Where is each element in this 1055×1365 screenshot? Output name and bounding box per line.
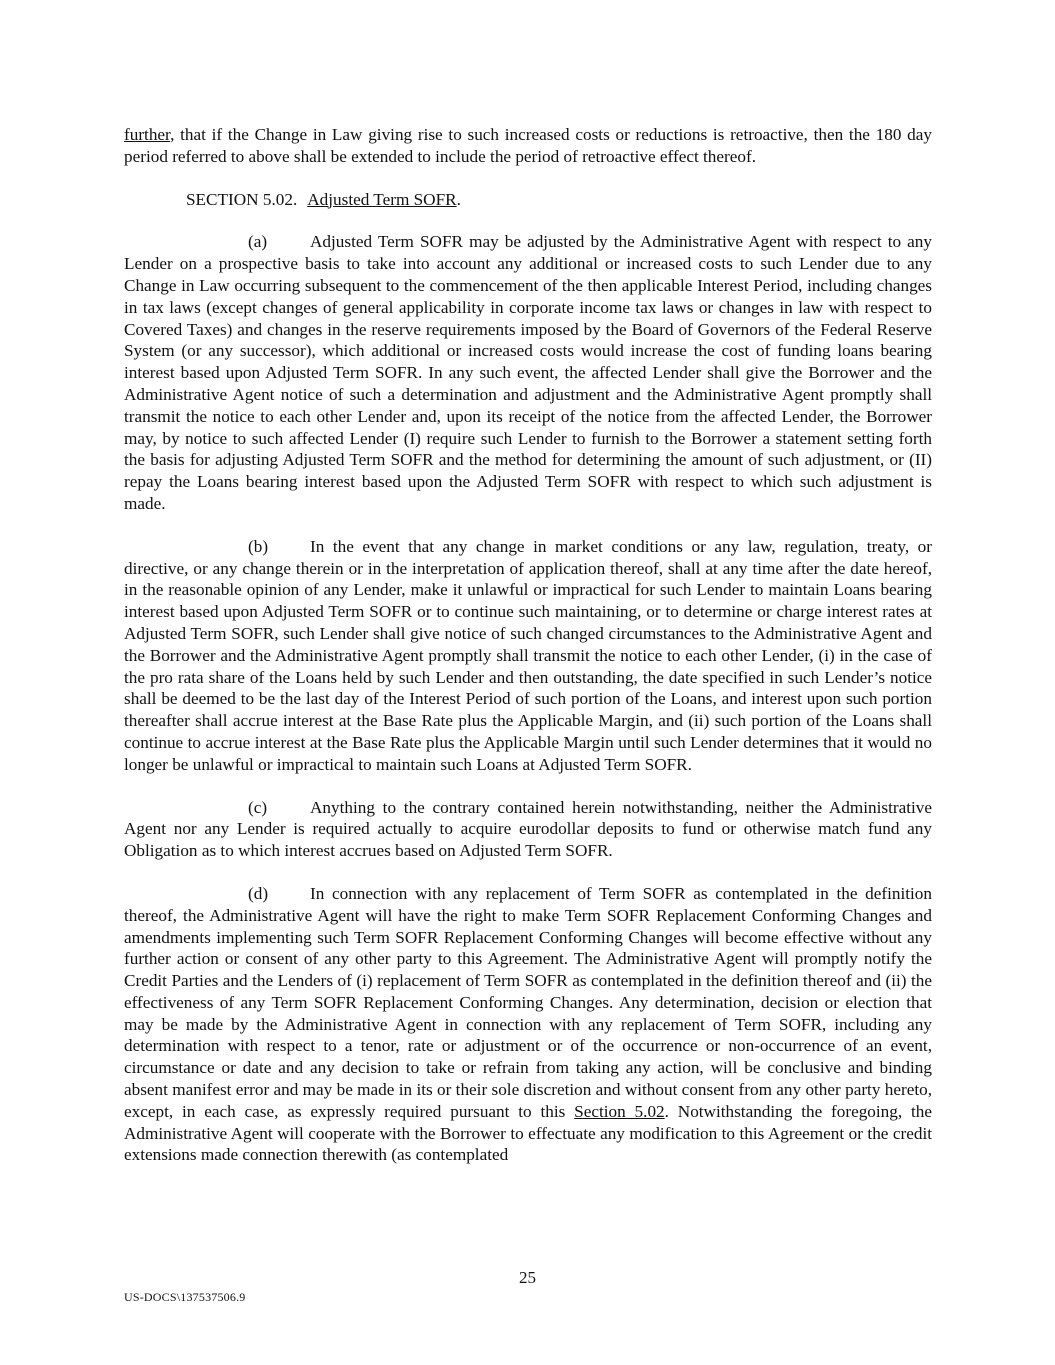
document-id: US-DOCS\137537506.9 [124, 1290, 246, 1304]
document-page [124, 124, 932, 1187]
paragraph-b-text: In the event that any change in market conditions or any law, regulation, treaty, or directive, or any change therein or in the interpretation of application thereof, shall at any time after the date hereof, in the reasonable opinion of any Lender, make it unlawful or impractical for such Lender to maintain Loans bearing interest based upon Adjusted Term SOFR or to continue such maintaining, or to determine or charge interest rates at Adjusted Term SOFR, such Lender shall give notice of such changed circumstances to the Administrative Agent and the Borrower and the Administrative Agent promptly shall transmit the notice to each other Lender, (i) in the case of the pro rata share of the Loans held by such Lender and then outstanding, the date specified in such Lender’s notice shall be deemed to be the last day of the Interest Period of such portion of the Loans, and interest upon such portion thereafter shall accrue interest at the Base Rate plus the Applicable Margin, and (ii) such portion of the Loans shall continue to accrue interest at the Base Rate plus the Applicable Margin until such Lender determines that it would no longer be unlawful or impractical to maintain such Loans at Adjusted Term SOFR. [124, 536, 932, 774]
paragraph-d-text-after: . Notwithstanding the foregoing, the Administrative Agent will cooperate with the Borrower to effectuate any modification to this Agreement or the credit extensions made connection therewith (as contemplated [124, 1101, 932, 1165]
section-5-02-reference: Section 5.02 [574, 1101, 665, 1121]
paragraph-c-text: Anything to the contrary contained herein notwithstanding, neither the Administrative Agent nor any Lender is required actually to acquire eurodollar deposits to fund or otherwise match fund any Obligation as to which interest accrues based on Adjusted Term SOFR. [124, 797, 932, 861]
section-title: Adjusted Term SOFR [307, 189, 457, 209]
paragraph-c [124, 797, 932, 862]
paragraph-b-label: (b) [248, 536, 269, 556]
section-number: SECTION 5.02. [186, 189, 298, 209]
paragraph-a [124, 231, 932, 514]
paragraph-b [124, 536, 932, 776]
section-title-period: . [456, 189, 461, 209]
paragraph-a-text: Adjusted Term SOFR may be adjusted by the Administrative Agent with respect to any Lender on a prospective basis to take into account any additional or increased costs to such Lender due to any Change in Law occurring subsequent to the commencement of the then applicable Interest Period, including changes in tax laws (except changes of general applicability in corporate income tax laws or changes in law with respect to Covered Taxes) and changes in the reserve requirements imposed by the Board of Governors of the Federal Reserve System (or any successor), which additional or increased costs would increase the cost of funding loans bearing interest based upon Adjusted Term SOFR. In any such event, the affected Lender shall give the Borrower and the Administrative Agent notice of such a determination and adjustment and the Administrative Agent promptly shall transmit the notice to each other Lender and, upon its receipt of the notice from the affected Lender, the Borrower may, by notice to such affected Lender (I) require such Lender to furnish to the Borrower a statement setting forth the basis for adjusting Adjusted Term SOFR and the method for determining the amount of such adjustment, or (II) repay the Loans bearing interest based upon the Adjusted Term SOFR with respect to which such adjustment is made. [124, 232, 932, 513]
paragraph-d [124, 883, 932, 1166]
page-number: 25 [519, 1268, 536, 1287]
section-heading [124, 189, 932, 211]
continuation-text: , that if the Change in Law giving rise to such increased costs or reductions is retroactive, then the 180 day period referred to above shall be extended to include the period of retroactive effect thereof. [124, 125, 932, 166]
further-underlined: further [124, 125, 171, 144]
paragraph-d-label: (d) [248, 883, 269, 903]
paragraph-c-label: (c) [248, 797, 268, 817]
paragraph-d-text-before: In connection with any replacement of Term SOFR as contemplated in the definition thereof, the Administrative Agent will have the right to make Term SOFR Replacement Conforming Changes and amendments implementing such Term SOFR Replacement Conforming Changes will become effective without any further action or consent of any other party to this Agreement. The Administrative Agent will promptly notify the Credit Parties and the Lenders of (i) replacement of Term SOFR as contemplated in the definition thereof and (ii) the effectiveness of any Term SOFR Replacement Conforming Changes. Any determination, decision or election that may be made by the Administrative Agent in connection with any replacement of Term SOFR, including any determination with respect to a tenor, rate or adjustment or of the occurrence or non-occurrence of an event, circumstance or date and any decision to take or refrain from taking any action, will be conclusive and binding absent manifest error and may be made in its or their sole discretion and without consent from any other party hereto, except, in each case, as expressly required pursuant to this [124, 883, 932, 1121]
paragraph-a-label: (a) [248, 232, 268, 252]
continuation-paragraph [124, 124, 932, 168]
